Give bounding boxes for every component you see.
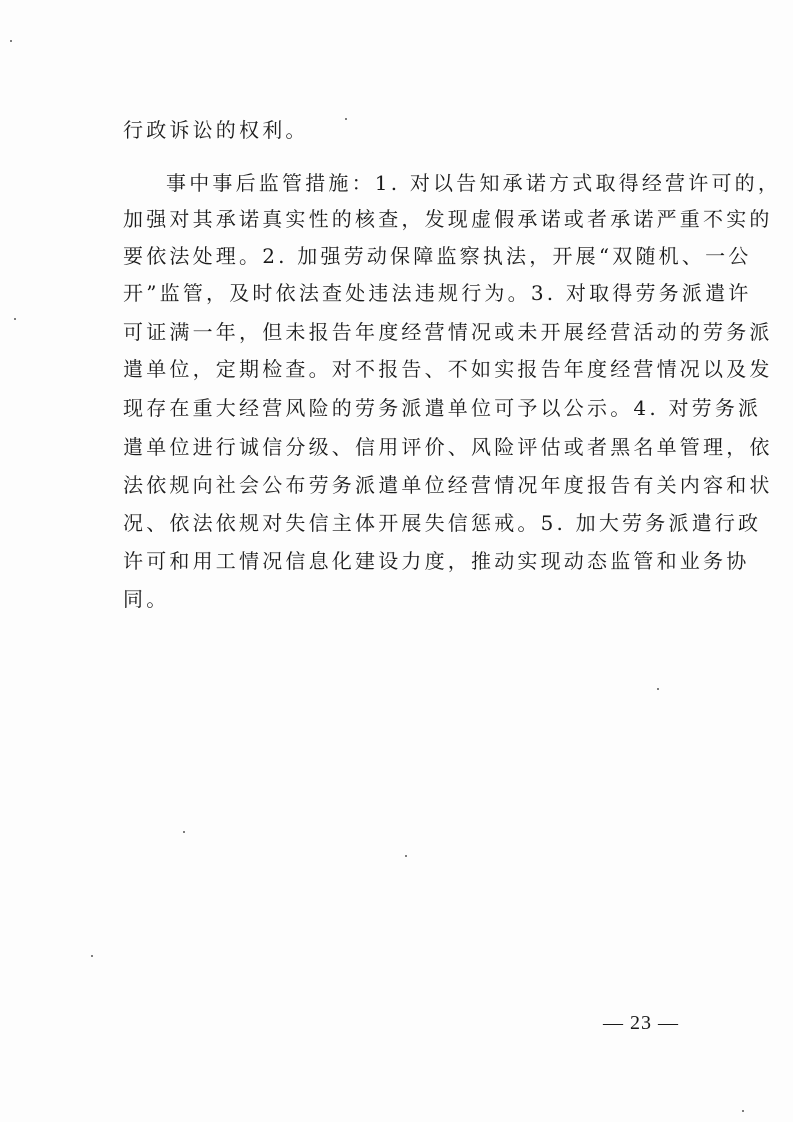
body-line-7: 遣单位，定期检查。对不报告、不如实报告年度经营情况以及发 xyxy=(123,357,773,381)
body-line-6: 可证满一年，但未报告年度经营情况或未开展经营活动的劳务派 xyxy=(123,320,773,344)
scan-speck xyxy=(14,318,16,320)
body-line-3: 加强对其承诺真实性的核查，发现虚假承诺或者承诺严重不实的 xyxy=(123,207,773,231)
scan-speck xyxy=(183,831,185,833)
scan-speck xyxy=(405,855,407,857)
scan-speck xyxy=(742,1110,744,1112)
body-line-13: 同。 xyxy=(123,587,170,611)
body-line-10: 法依规向社会公布劳务派遣单位经营情况年度报告有关内容和状 xyxy=(123,473,773,497)
body-line-4: 要依法处理。2. 加强劳动保障监察执法，开展“双随机、一公 xyxy=(123,244,752,268)
body-line-11: 况、依法依规对失信主体开展失信惩戒。5. 加大劳务派遣行政 xyxy=(123,511,762,535)
page-number: — 23 — xyxy=(603,1012,679,1034)
scan-speck xyxy=(657,688,659,690)
body-line-5: 开”监管，及时依法查处违法违规行为。3. 对取得劳务派遣许 xyxy=(123,281,752,305)
scan-speck xyxy=(91,955,93,957)
body-line-1: 行政诉讼的权利。 xyxy=(123,118,309,142)
scan-speck xyxy=(345,118,347,120)
body-line-8: 现存在重大经营风险的劳务派遣单位可予以公示。4. 对劳务派 xyxy=(123,396,762,420)
body-line-2: 事中事后监管措施：1. 对以告知承诺方式取得经营许可的， xyxy=(166,171,782,195)
body-line-9: 遣单位进行诚信分级、信用评价、风险评估或者黑名单管理，依 xyxy=(123,435,773,459)
scan-speck xyxy=(10,40,12,42)
body-line-12: 许可和用工情况信息化建设力度，推动实现动态监管和业务协 xyxy=(123,549,750,573)
